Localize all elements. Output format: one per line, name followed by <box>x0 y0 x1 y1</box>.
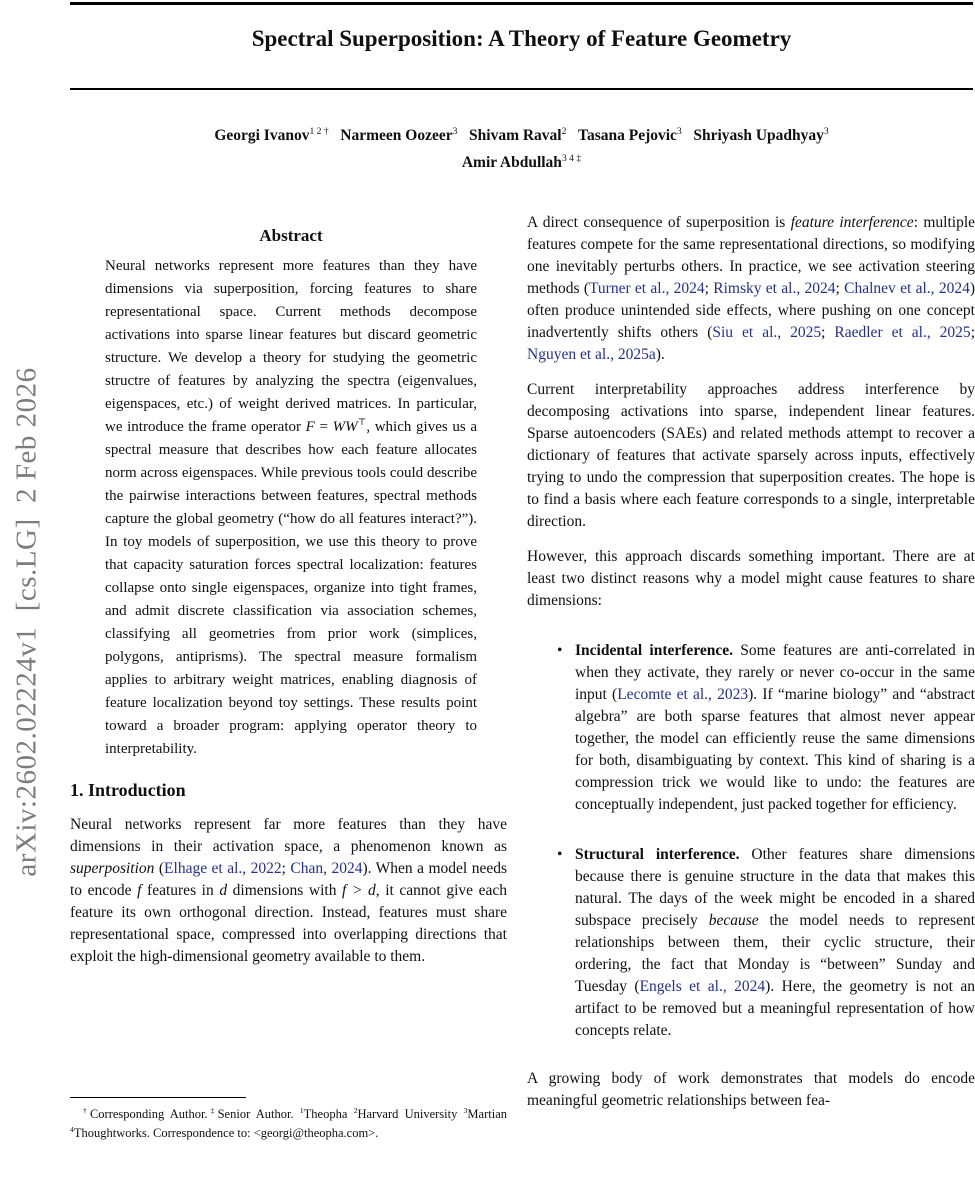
text-segment: features in <box>141 882 220 899</box>
footnote-text <box>70 1105 507 1142</box>
text-segment: 3 <box>823 125 829 137</box>
arxiv-watermark: arXiv:2602.02224v1 [cs.LG] 2 Feb 2026 <box>10 367 43 877</box>
text-segment: Some features are anti-correlated in when they activate, they rarely or never co-occur in the same input ( <box>575 642 975 703</box>
text-segment <box>457 127 469 144</box>
list-item-incidental <box>527 640 975 816</box>
text-segment: Tasana Pejovic <box>578 127 677 144</box>
paragraph-two-reasons <box>527 546 975 612</box>
abstract-heading: Abstract <box>259 226 323 245</box>
text-segment: , it cannot give each feature its own orthogonal direction. Instead, features must share representational space, compressed into overlapping directions that exploit the high-dimensional geometry available to them. <box>70 882 507 965</box>
right-column <box>527 212 975 1112</box>
citation-link[interactable]: Rimsky et al., 2024 <box>713 280 836 297</box>
text-segment: Neural networks represent far more features than they have dimensions in their activation space, a phenomenon known as <box>70 816 507 855</box>
text-segment: † <box>83 1105 90 1115</box>
section-heading-introduction: 1. Introduction <box>70 780 186 800</box>
text-segment: ). When a model needs to encode <box>70 860 508 899</box>
text-segment: f <box>137 882 142 899</box>
text-segment: Georgi Ivanov <box>214 127 310 144</box>
text-segment: : multiple features compete for the same representational directions, so modifying one inevitably perturbs others. In practice, we see activation steering methods ( <box>527 214 975 297</box>
text-segment: Theopha <box>303 1107 354 1121</box>
footnote-rule <box>70 1097 246 1098</box>
text-segment: ( <box>154 860 165 877</box>
text-segment: 4 <box>70 1124 74 1134</box>
text-segment: Thoughtworks. Correspondence to: <georgi@theopha.com>. <box>73 1125 379 1140</box>
citation-link[interactable]: Engels et al., 2024 <box>639 978 766 995</box>
text-segment: ; <box>970 324 975 341</box>
citation-link[interactable]: Chan, 2024 <box>290 860 363 877</box>
text-segment: ) often produce unintended side effects, where pushing on one concept inadvertently shifts others ( <box>527 280 975 341</box>
citation-link[interactable]: Lecomte et al., 2023 <box>617 686 749 703</box>
author-line-1 <box>70 127 973 145</box>
text-segment: 3 <box>463 1105 468 1115</box>
text-segment <box>682 127 694 144</box>
text-segment: ⊤ <box>357 418 367 428</box>
paper-title: Spectral Superposition: A Theory of Feature Geometry <box>251 26 792 51</box>
citation-link[interactable]: Nguyen et al., 2025a <box>527 346 656 363</box>
footnote-block <box>70 1097 507 1142</box>
text-segment: A direct consequence of superposition is <box>527 214 791 231</box>
citation-link[interactable]: Chalnev et al., 2024 <box>844 280 970 297</box>
text-segment: , which gives us a spectral measure that describes how each feature allocates norm across eigenspaces. While previous tools could describe the pairwise interactions between features, spectral methods capture the global geometry (“how do all features interact?”). In toy models of superposition, we use this theory to prove that capacity saturation forces spectral localization: features collapse onto single eigenspaces, organize into tight frames, and admit discrete classification via association schemes, classifying all geometries from prior work (simplices, polygons, antiprisms). The spectral measure formalism applies to arbitrary weight matrices, enabling diagnosis of feature localization beyond toy settings. These results point toward a broader program: applying operator theory to interpretability. <box>105 419 477 757</box>
text-segment: d <box>219 882 228 899</box>
title-rule <box>70 88 973 90</box>
reasons-bullet-list <box>527 640 975 1042</box>
text-segment: However, this approach discards something important. There are at least two distinct reasons why a model might cause features to share dimensions: <box>527 548 975 609</box>
text-segment <box>329 127 341 144</box>
text-segment: ; <box>281 860 291 877</box>
citation-link[interactable]: Raedler et al., 2025 <box>834 324 971 341</box>
text-segment: Senior Author. <box>217 1107 300 1121</box>
text-segment: Narmeen Oozeer <box>340 127 453 144</box>
text-segment: Incidental interference. <box>575 642 734 659</box>
text-segment: feature interference <box>790 214 914 231</box>
text-segment: because <box>708 912 759 929</box>
bullet-icon: • <box>557 642 563 659</box>
bullet-text-incidental <box>575 640 975 816</box>
paragraph-interpretability <box>527 379 975 533</box>
bullet-icon: • <box>557 846 563 863</box>
text-segment: the model needs to represent relationships between them, their cyclic structure, their ordering, the fact that Monday is “between” Sunday and Tuesday ( <box>575 912 975 995</box>
text-segment: f > d <box>342 882 376 899</box>
text-segment: Harvard University <box>357 1107 464 1121</box>
text-segment: Other features share dimensions because there is genuine structure in the data that makes this natural. The days of the week might be encoded in a shared subspace precisely <box>575 846 975 929</box>
text-segment: 2 <box>561 125 567 137</box>
text-segment: A growing body of work demonstrates that models do encode meaningful geometric relationships between fea- <box>527 1070 975 1109</box>
text-segment: Corresponding Author. <box>89 1107 208 1121</box>
text-segment: Martian <box>467 1107 507 1121</box>
top-rule <box>70 2 973 5</box>
text-segment: Current interpretability approaches address interference by decomposing activations into sparse, independent linear features. Sparse autoencoders (SAEs) and related methods attempt to recover a dictionary of features that activate sparsely across inputs, effectively trying to undo the compression that superposition creates. The hope is to find a basis where each feature corresponds to a single, interpretable direction. <box>527 381 975 530</box>
paragraph-growing-body <box>527 1068 975 1112</box>
citation-link[interactable]: Turner et al., 2024 <box>589 280 705 297</box>
text-segment: F <box>305 419 315 435</box>
text-segment: 1 <box>299 1105 304 1115</box>
text-segment: 1 2 † <box>309 125 329 137</box>
text-segment: ; <box>704 280 714 297</box>
text-segment: dimensions with <box>227 882 343 899</box>
text-segment: ; <box>835 280 845 297</box>
abstract-body <box>105 255 477 761</box>
abstract-section <box>105 226 477 761</box>
bullet-text-structural <box>575 844 975 1042</box>
text-segment: Amir Abdullah <box>461 154 562 171</box>
text-segment: ; <box>821 324 835 341</box>
text-segment: 3 <box>452 125 458 137</box>
text-segment: 2 <box>353 1105 358 1115</box>
list-item-structural <box>527 844 975 1042</box>
text-segment: Shriyash Upadhyay <box>693 127 824 144</box>
citation-link[interactable]: Siu et al., 2025 <box>712 324 822 341</box>
text-segment: ). If “marine biology” and “abstract algebra” are both sparse features that almost never appear together, the model can efficiently reuse the same dimensions for both, disambiguating by context. This kind of sharing is a compression trick we would like to undo: the features are conceptually independent, just packed together for efficiency. <box>575 686 975 813</box>
intro-paragraph <box>70 814 507 968</box>
left-column <box>70 226 507 968</box>
text-segment: Shivam Raval <box>469 127 562 144</box>
author-line-2 <box>70 154 973 172</box>
paragraph-interference <box>527 212 975 366</box>
text-segment: Structural interference. <box>575 846 740 863</box>
text-segment: ). <box>655 346 665 363</box>
text-segment <box>566 127 578 144</box>
citation-link[interactable]: Elhage et al., 2022 <box>164 860 282 877</box>
text-segment: ). Here, the geometry is not an artifact to be removed but a meaningful representation of how concepts relate. <box>575 978 975 1039</box>
text-segment: = <box>314 419 333 435</box>
text-segment: 3 <box>676 125 682 137</box>
text-segment: ‡ <box>207 1105 218 1115</box>
text-segment: 3 4 ‡ <box>561 152 582 164</box>
text-segment: WW <box>332 419 358 435</box>
text-segment: Neural networks represent more features than they have dimensions via superposition, forcing features to share representational space. Current methods decompose activations into sparse linear features but discard geometric structure. We develop a theory for studying the geometric structre of features by analyzing the spectra (eigenvalues, eigenspaces, etc.) of weight derived matrices. In particular, we introduce the frame operator <box>105 258 477 435</box>
text-segment: superposition <box>70 860 155 877</box>
